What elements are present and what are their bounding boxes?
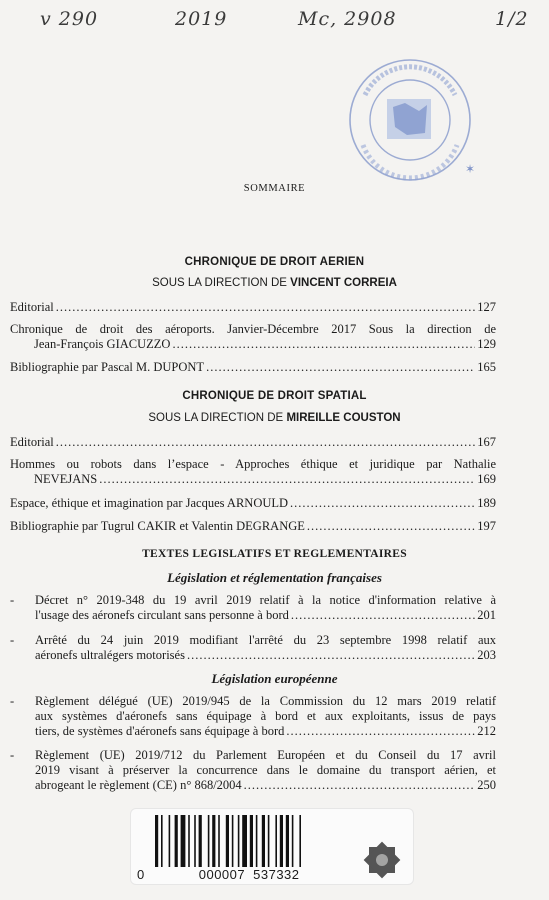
barcode-bar bbox=[238, 815, 240, 867]
barcode-bar bbox=[169, 815, 171, 867]
section-subtitle-aerien: SOUS LA DIRECTION DE VINCENT CORREIA bbox=[152, 277, 397, 289]
subsection-title-europeenne: Législation européenne bbox=[211, 671, 338, 686]
barcode-bar bbox=[226, 815, 229, 867]
barcode-bar bbox=[161, 815, 163, 867]
svg-text:✶: ✶ bbox=[465, 162, 475, 176]
section-title-textes: TEXTES LEGISLATIFS ET REGLEMENTAIRES bbox=[142, 548, 407, 560]
toc-entry: Editorial ..... 127 bbox=[10, 300, 496, 315]
toc-entry: Editorial ..... 167 bbox=[10, 435, 496, 450]
handwritten-note-ref: Mc, 2908 bbox=[298, 8, 397, 30]
barcode-icon bbox=[153, 815, 358, 867]
subsection-title-francaise: Législation et réglementation françaises bbox=[167, 570, 382, 585]
list-item: - Règlement délégué (UE) 2019/945 de la Commission du 12 mars 2019 relatif aux systèmes d'aéronefs sans équipage à bord et aux exploitants, issus de pays tiers, de systèmes d'aéronefs sans équipage à bord ..... 212 bbox=[10, 694, 496, 739]
section-subtitle-spatial: SOUS LA DIRECTION DE MIREILLE COUSTON bbox=[148, 412, 401, 424]
handwritten-note-left: v 290 bbox=[40, 8, 99, 30]
barcode-bar bbox=[299, 815, 301, 867]
barcode-bar bbox=[286, 815, 289, 867]
section-title-aerien: CHRONIQUE DE DROIT AERIEN bbox=[184, 256, 365, 268]
barcode-bar bbox=[212, 815, 215, 867]
barcode-bar bbox=[262, 815, 265, 867]
barcode-bar bbox=[208, 815, 210, 867]
list-item: - Règlement (UE) 2019/712 du Parlement Européen et du Conseil du 17 avril 2019 visant à préserver la concurrence dans le domaine du transport aérien, et abrogeant le règlement (CE) n° 868/2004 ..... 250 bbox=[10, 748, 496, 793]
barcode-bar bbox=[268, 815, 270, 867]
handwritten-note-year: 2019 bbox=[175, 8, 228, 30]
toc-entry: Espace, éthique et imagination par Jacques ARNOULD ..... 189 bbox=[10, 496, 496, 511]
barcode-bar bbox=[199, 815, 202, 867]
barcode-bar bbox=[242, 815, 247, 867]
list-item: - Arrêté du 24 juin 2019 modifiant l'arrêté du 23 septembre 1998 relatif aux aéronefs ultralégers motorisés ..... 203 bbox=[10, 633, 496, 663]
barcode-sticker bbox=[130, 808, 414, 885]
barcode-bar bbox=[250, 815, 253, 867]
toc-entry: Chronique de droit des aéroports. Janvier-Décembre 2017 Sous la direction de Jean-François GIACUZZO ..... 129 bbox=[10, 322, 496, 352]
toc-entry: Bibliographie par Pascal M. DUPONT ..... 165 bbox=[10, 360, 496, 375]
barcode-bar bbox=[175, 815, 178, 867]
library-stamp-icon bbox=[345, 55, 475, 185]
list-item: - Décret n° 2019-348 du 19 avril 2019 relatif à la notice d'information relative à l'usage des aéronefs circulant sans personne à bord ..... 201 bbox=[10, 593, 496, 623]
barcode-number: 0 000007 537332 bbox=[137, 867, 300, 882]
toc-entry: Bibliographie par Tugrul CAKIR et Valentin DEGRANGE ..... 197 bbox=[10, 519, 496, 534]
library-logo-icon bbox=[363, 841, 401, 879]
barcode-bar bbox=[256, 815, 258, 867]
barcode-bar bbox=[181, 815, 186, 867]
page-title: SOMMAIRE bbox=[243, 183, 306, 194]
section-title-spatial: CHRONIQUE DE DROIT SPATIAL bbox=[182, 390, 367, 402]
barcode-bar bbox=[292, 815, 294, 867]
barcode-bar bbox=[218, 815, 220, 867]
barcode-bar bbox=[232, 815, 234, 867]
barcode-bar bbox=[275, 815, 277, 867]
toc-entry: Hommes ou robots dans l’espace - Approches éthique et juridique par Nathalie NEVEJANS ..... 169 bbox=[10, 457, 496, 487]
barcode-bar bbox=[188, 815, 190, 867]
barcode-bar bbox=[155, 815, 158, 867]
handwritten-note-page: 1/2 bbox=[495, 8, 529, 30]
barcode-bar bbox=[194, 815, 196, 867]
barcode-bar bbox=[280, 815, 283, 867]
